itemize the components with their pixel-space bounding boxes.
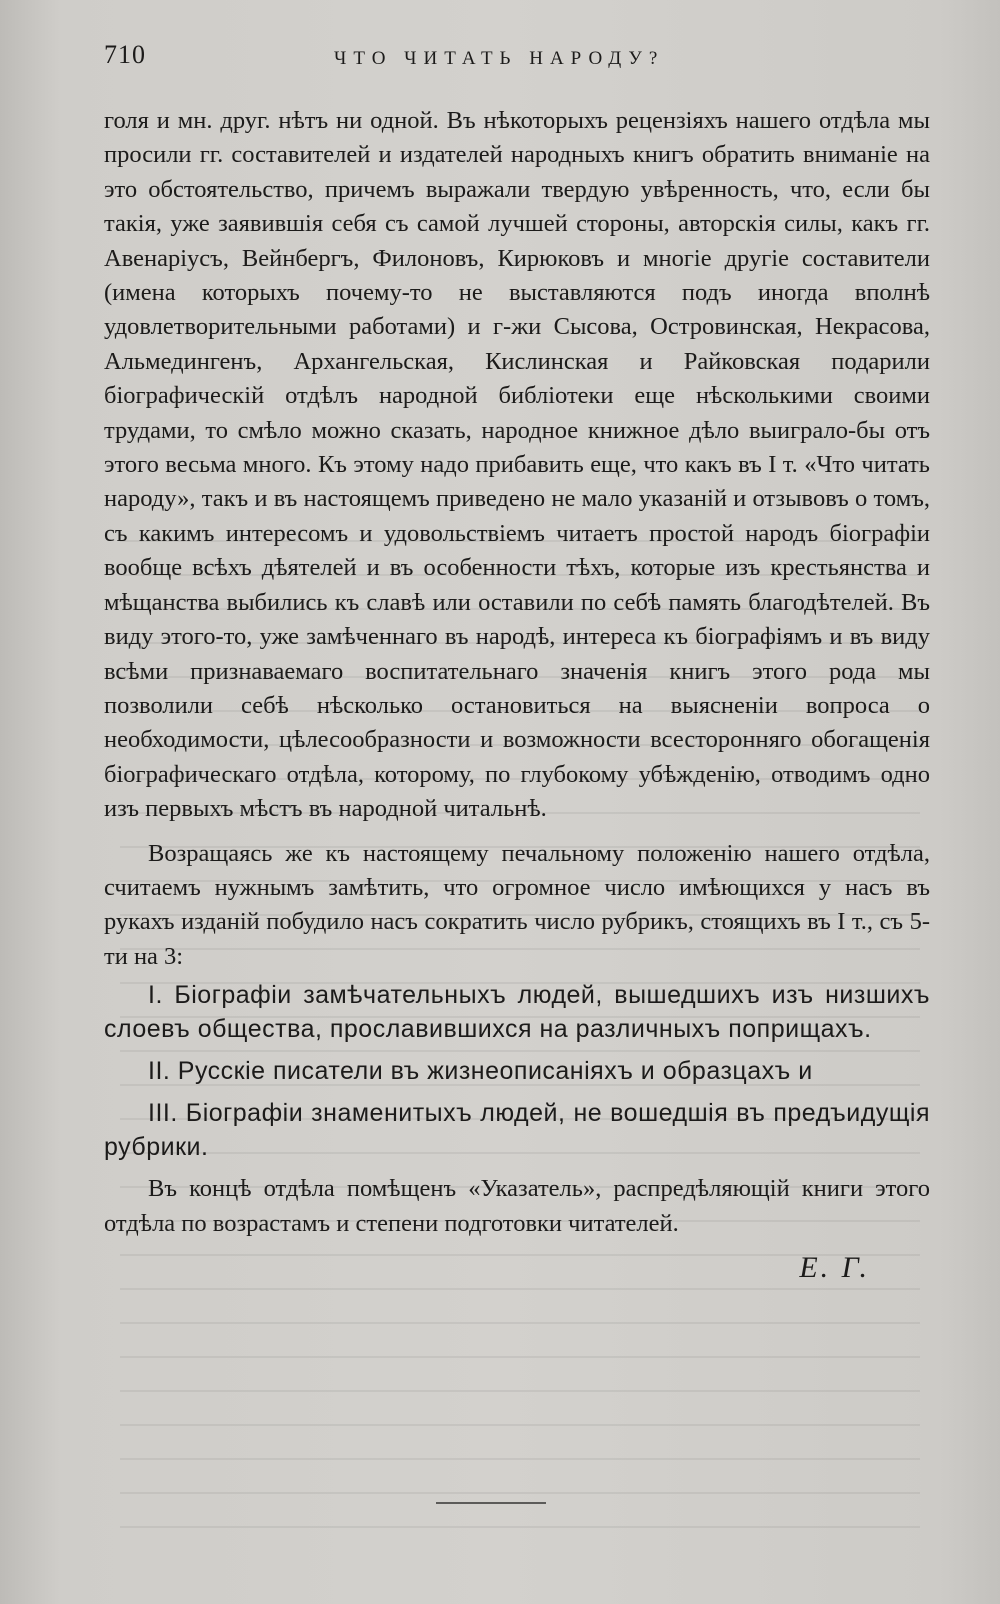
author-signature: Е. Г. <box>799 1250 870 1284</box>
footer-rule <box>436 1502 546 1504</box>
rubric-item-2: II. Русскіе писатели въ жизнеописаніяхъ и образцахъ и <box>148 1057 813 1086</box>
paragraph-1: голя и мн. друг. нѣтъ ни одной. Въ нѣкоторыхъ рецензіяхъ нашего отдѣла мы просили гг. составителей и издателей народныхъ книгъ обратить вниманіе на это обстоятельство, причемъ выражали твердую увѣренность, что, если бы такія, уже заявившія себя съ самой лучшей стороны, авторскія силы, какъ гг. Авенаріусъ, Вейнбергъ, Филоновъ, Кирюковъ и многіе другіе составители (имена которыхъ почему-то не выставляются подъ иногда вполнѣ удовлетворительными работами) и г-жи Сысова, Островинская, Некрасова, Альмедингенъ, Архангельская, Кислинская и Райковская подарили біографическій отдѣлъ народной библіотеки еще нѣсколькими своими трудами, то смѣло можно сказать, народное книжное дѣло выиграло-бы отъ этого весьма много. Къ этому надо прибавить еще, что какъ въ I т. «Что читать народу», такъ и въ настоящемъ приведено не мало указаній и отзывовъ о томъ, съ какимъ интересомъ и удовольствіемъ читаетъ простой народъ біографіи вообще всѣхъ дѣятелей и въ особенности тѣхъ, которые изъ крестьянства и мѣщанства выбились къ славѣ или оставили по себѣ память благодѣтелей. Въ виду этого-то, уже замѣченнаго въ народѣ, интереса къ біографіямъ и въ виду всѣми признаваемаго воспитательнаго значенія книгъ этого рода мы позволили себѣ нѣсколько остановиться на выясненіи вопроса о необходимости, цѣлесообразности и возможности всесторонняго обогащенія біографическаго отдѣла, которому, по глубокому убѣжденію, отводимъ одно изъ первыхъ мѣстъ въ народной читальнѣ. <box>104 107 930 823</box>
page-number: 710 <box>104 40 146 69</box>
rubric-item-3: III. Біографіи знаменитыхъ людей, не вошедшія въ предъидущія рубрики. <box>104 1099 930 1162</box>
running-title: ЧТО ЧИТАТЬ НАРОДУ? <box>334 48 665 69</box>
paragraph-3: Въ концѣ отдѣла помѣщенъ «Указатель», распредѣляющій книги этого отдѣла по возрастамъ и степени подготовки читателей. <box>104 1175 930 1237</box>
rubric-list <box>104 978 930 1164</box>
rubric-item-1: I. Біографіи замѣчательныхъ людей, вышедшихъ изъ низшихъ слоевъ общества, прославившихся на различныхъ поприщахъ. <box>104 981 930 1044</box>
page-body <box>104 104 930 1285</box>
paragraph-2: Возращаясь же къ настоящему печальному положенію нашего отдѣла, считаемъ нужнымъ замѣтить, что огромное число имѣющихся у насъ въ рукахъ изданій побудило насъ сократить число рубрикъ, стоящихъ въ I т., съ 5-ти на 3: <box>104 839 930 970</box>
page-header <box>104 40 944 80</box>
